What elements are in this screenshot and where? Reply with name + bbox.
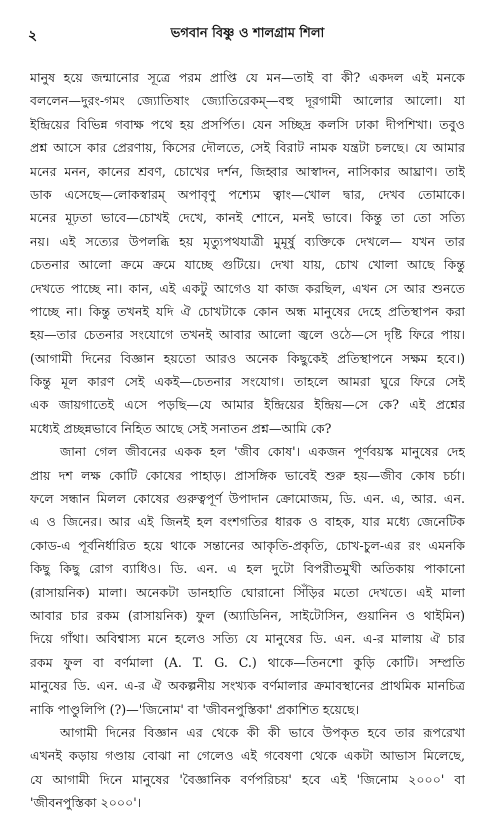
text-line: আবার চার রকম (রাসায়নিক) ফুল (অ্যাডিনিন, সাইটোসিন, গুয়ানিন ও থাইমিন) bbox=[30, 607, 465, 623]
running-title: ভগবান বিষ্ণু ও শালগ্রাম শিলা bbox=[170, 26, 325, 41]
text-line: নয়। এই সত্যের উপলব্ধি হয় মৃত্যুপথযাত্রী মুমূর্ষু ব্যক্তিকে দেখলে— যখন তার bbox=[30, 233, 465, 249]
text-line: মানুষ হয়ে জন্মানোর সূত্রে পরম প্রাপ্তি যে মন—তাই বা কী? একদল এই মনকে bbox=[30, 70, 465, 85]
text-line: বললেন—দুরং-গমং জ্যোতিষাং জ্যোতিরেকম্—বহু দূরগামী আলোর আলো। যা bbox=[30, 93, 465, 109]
text-line: চেতনার আলো ক্রমে ক্রমে যাচ্ছে গুটিয়ে। দেখা যায়, চোখ খোলা আছে কিন্তু bbox=[30, 257, 465, 273]
text-line: ফলে সন্ধান মিলল কোষের গুরুত্বপূর্ণ উপাদান ক্রোমোজম, ডি. এন. এ, আর. এন. bbox=[30, 491, 465, 507]
text-line: রকম ফুল বা বর্ণমালা (A. T. G. C.) থাকে—তিনশো কুড়ি কোটি। সম্প্রতি bbox=[30, 654, 465, 670]
text-line: 'জীবনপুস্তিকা ২০০০'। bbox=[30, 795, 142, 811]
text-line: (রাসায়নিক) মালা। অনেকটা ডানহাতি ঘোরানো সিঁড়ির মতো দেখতে। এই মালা bbox=[30, 584, 465, 600]
text-line: মানুষের ডি. এন. এ-র ঐ অকল্পনীয় সংখ্যক বর্ণমালার ক্রমাবস্থানের প্রাথমিক মানচিত্র bbox=[30, 678, 465, 694]
text-line: কিছু কিছু রোগ ব্যাধিও। ডি. এন. এ হল দুটো বিপরীতমুখী অতিকায় পাকানো bbox=[30, 561, 465, 577]
text-line: দিয়ে গাঁথা। অবিশ্বাস্য মনে হলেও সত্যি যে মানুষের ডি. এন. এ-র মালায় ঐ চার bbox=[30, 631, 465, 647]
paragraph bbox=[30, 721, 465, 815]
text-line: দেখতে পাচ্ছে না। কান, এই একটু আগেও যা কাজ করছিল, এখন সে আর শুনতে bbox=[30, 280, 465, 296]
text-line: কিন্তু মূল কারণ সেই একই—চেতনার সংযোগ। তাহলে আমরা ঘুরে ফিরে সেই bbox=[30, 374, 465, 390]
text-line: যে আগামী দিনে মানুষের 'বৈজ্ঞানিক বর্ণপরিচয়' হবে এই 'জিনোম ২০০০' বা bbox=[30, 771, 465, 787]
paragraph bbox=[30, 440, 465, 721]
paragraph bbox=[30, 66, 465, 440]
text-line: ডাক এসেছে—লোকস্বারম্ অপাবৃণু পশ্যেম ত্বাং—খোল দ্বার, দেখব তোমাকে। bbox=[30, 186, 465, 202]
text-line: মনের মনন, কানের শ্রবণ, চোখের দর্শন, জিহ্বার আস্বাদন, নাসিকার আঘ্রাণ। তাই bbox=[30, 163, 465, 179]
text-line: ইন্দ্রিয়ের বিভিন্ন গবাক্ষ পথে হয় প্রসর্পিত। যেন সচ্ছিদ্র কলসি ঢাকা দীপশিখা। তবুও bbox=[30, 116, 465, 132]
text-line: প্রায় দশ লক্ষ কোটি কোষের পাহাড়। প্রাসঙ্গিক ভাবেই শুরু হয়—জীব কোষ চর্চা। bbox=[30, 467, 465, 483]
text-line: জানা গেল জীবনের একক হল 'জীব কোষ'। একজন পূর্ণবয়স্ক মানুষের দেহ bbox=[60, 444, 465, 460]
text-line: প্রশ্ন আসে কার প্রেরণায়, কিসের দৌলতে, সেই বিরাট নামক যন্ত্রটা চলছে। যে আমার bbox=[30, 140, 465, 156]
text-line: (আগামী দিনের বিজ্ঞান হয়তো আরও অনেক কিছুকেই প্রতিস্থাপনে সক্ষম হবে।) bbox=[30, 350, 465, 366]
text-line: এক জায়গাতেই এসে পড়ছি—যে আমার ইন্দ্রিয়ের ইন্দ্রিয়—সে কে? এই প্রশ্নের bbox=[30, 397, 465, 413]
text-line: হয়—তার চেতনার সংযোগে তখনই আবার আলো জ্বলে ওঠে—সে দৃষ্টি ফিরে পায়। bbox=[30, 327, 465, 343]
text-line: এ ও জিনের। আর এই জিনই হল বংশগতির ধারক ও বাহক, যার মধ্যে জেনেটিক bbox=[30, 514, 465, 530]
page-number: ২ bbox=[28, 28, 38, 44]
text-line: আগামী দিনের বিজ্ঞান এর থেকে কী কী ভাবে উপকৃত হবে তার রূপরেখা bbox=[60, 724, 465, 740]
text-line: কোড-এ পূর্বনির্ধারিত হয়ে থাকে সন্তানের আকৃতি-প্রকৃতি, চোখ-চুল-এর রং এমনকি bbox=[30, 537, 465, 553]
text-line: মনের মূঢ়তা ভাবে—চোখই দেখে, কানই শোনে, মনই ভাবে। কিন্তু তা তো সত্যি bbox=[30, 210, 465, 226]
text-line: এখনই কড়ায় গণ্ডায় বোঝা না গেলেও এই গবেষণা থেকে একটা আভাস মিলেছে, bbox=[30, 748, 465, 764]
body-text bbox=[30, 66, 465, 815]
text-line: নাকি পাণ্ডুলিপি (?)—'জিনোম' বা 'জীবনপুস্তিকা' প্রকাশিত হয়েছে। bbox=[30, 701, 360, 717]
text-line: মধ্যেই প্রচ্ছন্নভাবে নিহিত আছে সেই সনাতন প্রশ্ন—আমি কে? bbox=[30, 420, 332, 436]
text-line: পাচ্ছে না। কিন্তু তখনই যদি ঐ চোখটাকে কোন অন্ধ মানুষের দেহে প্রতিস্থাপন করা bbox=[30, 303, 465, 319]
page-header bbox=[28, 24, 467, 48]
